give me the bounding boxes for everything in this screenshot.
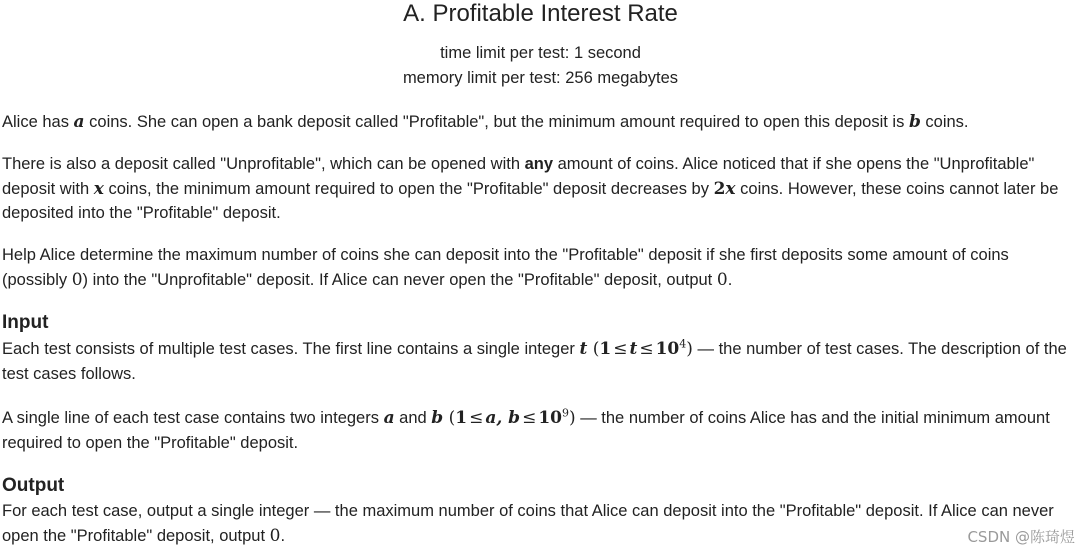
math-paren: ( — [443, 408, 456, 428]
math-var: b — [431, 408, 444, 428]
text: For each test case, output a single integer — the maximum number of coins that Alice can deposit into the "Profitable" deposit. If Alice can never open the "Profitable" deposit, output — [2, 502, 1054, 545]
text: coins, the minimum amount required to open the "Profitable" deposit decreases by — [103, 179, 714, 198]
input-heading: Input — [2, 312, 49, 333]
text: — the number of test cases. The description of the test cases follows. — [2, 340, 1067, 383]
math-number: 0 — [269, 525, 281, 546]
math-relation: ≤ — [639, 339, 654, 359]
bold-text: any — [524, 155, 554, 173]
math-relation: ≤ — [522, 408, 537, 428]
math-number: 10 — [655, 339, 680, 359]
math-var: x — [93, 178, 104, 199]
watermark: CSDN @陈琦煜 — [967, 528, 1075, 546]
text: Each test consists of multiple test cases. The first line contains a single integer — [2, 340, 580, 358]
text: ) into the "Unprofitable" deposit. If Alice can never open the "Profitable" deposit, output — [82, 270, 717, 289]
text: . — [280, 526, 286, 545]
math-exponent: 4 — [679, 337, 687, 351]
text: Alice has — [2, 113, 74, 131]
text: and — [394, 409, 432, 427]
text: . — [727, 270, 733, 289]
math-number: 1 — [599, 339, 612, 359]
math-number: 2 — [713, 178, 726, 199]
text: A single line of each test case contains two integers — [2, 409, 384, 427]
math-relation: ≤ — [613, 339, 628, 359]
text: coins. However, these coins cannot later be deposited into the "Profitable" deposit. — [2, 179, 1059, 222]
math-paren: ) — [686, 339, 693, 359]
math-paren: ) — [568, 408, 576, 428]
text: — the number of coins Alice has and the initial minimum amount required to open the "Profitable" deposit. — [2, 409, 1050, 452]
math-number: 0 — [71, 269, 83, 290]
output-paragraph-1 — [2, 499, 1078, 548]
math-var: t — [629, 339, 638, 359]
output-heading: Output — [2, 475, 65, 496]
math-number: 0 — [716, 269, 728, 290]
math-var: a — [383, 408, 395, 428]
math-var: a — [73, 112, 85, 132]
memory-limit: memory limit per test: 256 megabytes — [402, 69, 679, 87]
math-exponent: 9 — [561, 406, 569, 420]
input-paragraph-1 — [2, 337, 1078, 386]
time-limit: time limit per test: 1 second — [440, 44, 641, 62]
math-number: 1 — [455, 408, 468, 428]
text: coins. — [920, 113, 969, 131]
math-number: 10 — [538, 408, 562, 428]
input-paragraph-2 — [2, 406, 1078, 455]
text: amount of coins. Alice noticed that if she opens the "Unprofitable" deposit with — [2, 155, 1035, 198]
math-relation: ≤ — [469, 408, 484, 428]
statement-paragraph-1 — [2, 110, 1078, 135]
statement-paragraph-2 — [2, 152, 1078, 226]
statement-paragraph-3 — [2, 243, 1078, 292]
math-var: x — [725, 178, 736, 199]
math-paren: ( — [587, 339, 600, 359]
problem-title: A. Profitable Interest Rate — [403, 0, 678, 27]
math-var: t — [579, 339, 588, 359]
text: Help Alice determine the maximum number of coins she can deposit into the "Profitable" deposit if she first deposits some amount of coins (possibly — [2, 246, 1009, 289]
text: coins. She can open a bank deposit called "Profitable", but the minimum amount required to open this deposit is — [84, 113, 909, 131]
text: There is also a deposit called "Unprofitable", which can be opened with — [2, 155, 525, 173]
math-var: a, b — [485, 408, 521, 428]
math-var: b — [908, 112, 921, 132]
